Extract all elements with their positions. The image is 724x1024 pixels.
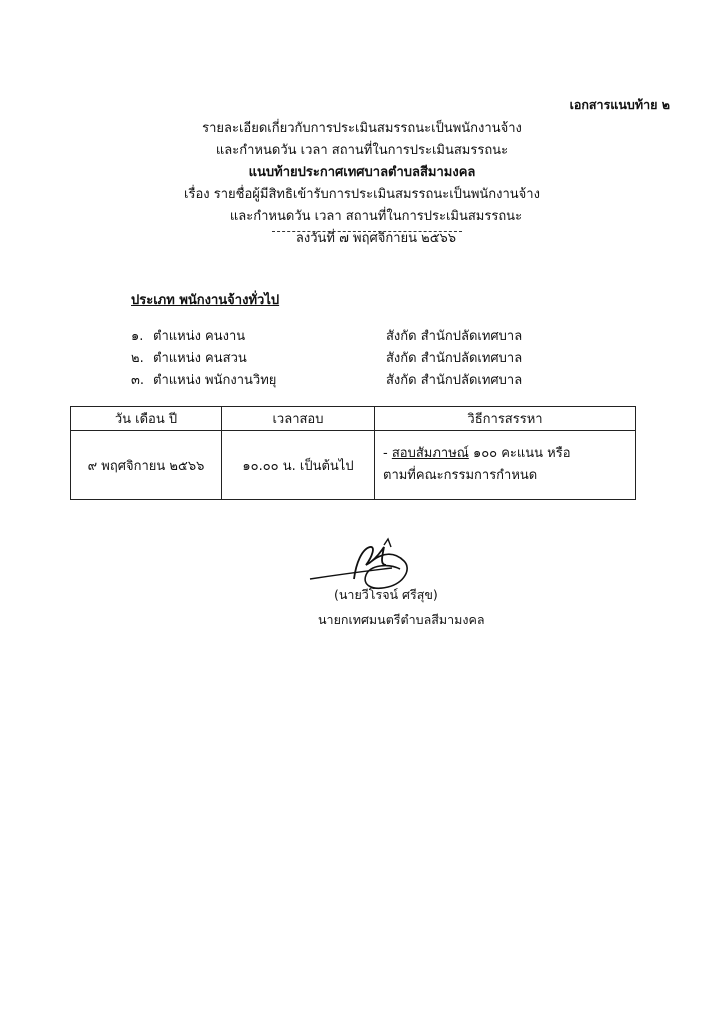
position-affiliation: สังกัด สำนักปลัดเทศบาล [386,351,523,366]
signatory-title: นายกเทศมนตรีตำบลสีมามงคล [318,612,485,627]
separator-line [272,231,462,232]
position-name: ตำแหน่ง คนงาน [153,329,246,344]
position-number: ๒. [131,351,144,366]
method-rest: ๑๐๐ คะแนน หรือ [468,446,571,461]
attachment-label: เอกสารแนบท้าย ๒ [569,97,670,112]
method-underlined: สอบสัมภาษณ์ [391,446,469,461]
table-row [71,431,636,500]
cell-method [375,431,636,500]
title-line-2: และกำหนดวัน เวลา สถานที่ในการประเมินสมรรถนะ [215,143,509,158]
title-line-3: แนบท้ายประกาศเทศบาลตำบลสีมามงคล [248,165,476,180]
category-heading: ประเภท พนักงานจ้างทั่วไป [131,293,280,308]
title-line-6: ลงวันที่ ๗ พฤศจิกายน ๒๕๖๖ [295,231,457,246]
cell-date: ๙ พฤศจิกายน ๒๕๖๖ [71,431,222,500]
title-line-1: รายละเอียดเกี่ยวกับการประเมินสมรรถนะเป็นพนักงานจ้าง [202,121,522,136]
title-line-5: และกำหนดวัน เวลา สถานที่ในการประเมินสมรรถนะ [229,209,523,224]
position-affiliation: สังกัด สำนักปลัดเทศบาล [386,329,523,344]
position-item-2 [131,347,522,368]
position-item-1 [131,325,522,346]
method-prefix: - [383,446,392,461]
title-line-4: เรื่อง รายชื่อผู้มีสิทธิเข้ารับการประเมินสมรรถนะเป็นพนักงานจ้าง [184,187,540,202]
position-number: ๑. [131,329,144,344]
position-affiliation: สังกัด สำนักปลัดเทศบาล [386,373,523,388]
header-method: วิธีการสรรหา [375,407,636,431]
header-date: วัน เดือน ปี [71,407,222,431]
header-time: เวลาสอบ [222,407,375,431]
schedule-table [70,406,636,500]
position-name: ตำแหน่ง คนสวน [153,351,247,366]
method-line-2: ตามที่คณะกรรมการกำหนด [383,468,538,483]
position-name: ตำแหน่ง พนักงานวิทยุ [153,373,277,388]
table-header-row [71,407,636,431]
signatory-name: (นายวีโรจน์ ศรีสุข) [334,587,438,602]
cell-time: ๑๐.๐๐ น. เป็นต้นไป [222,431,375,500]
position-item-3 [131,369,522,390]
position-number: ๓. [131,373,145,388]
